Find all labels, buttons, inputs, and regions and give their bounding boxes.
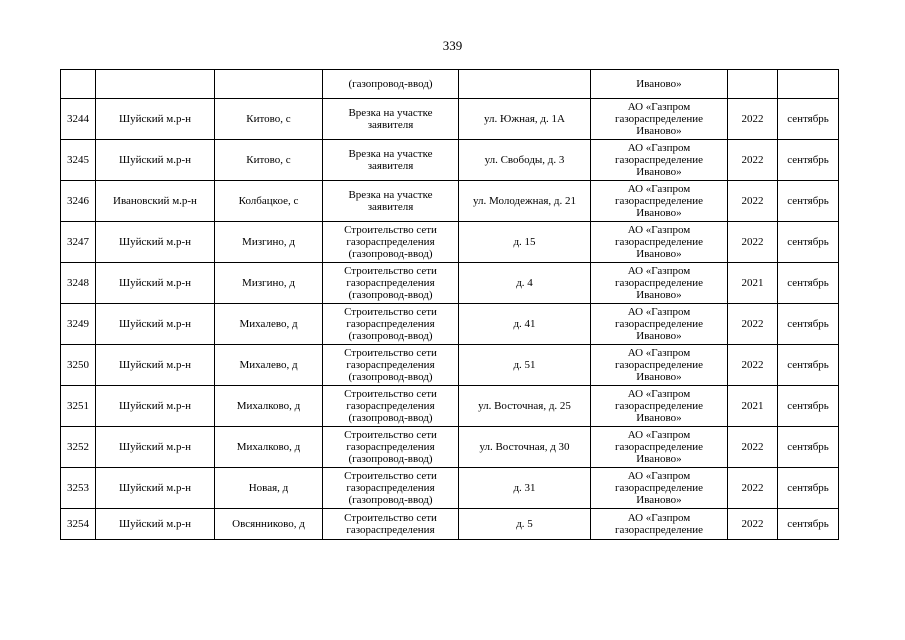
cell-address: ул. Свободы, д. 3 bbox=[459, 140, 591, 181]
cell-org: Иваново» bbox=[591, 70, 728, 99]
cell-work: Строительство сети газораспределения (газопровод-ввод) bbox=[323, 427, 459, 468]
cell-settlement: Колбацкое, с bbox=[215, 181, 323, 222]
table-row bbox=[61, 222, 839, 263]
cell-work: Врезка на участке заявителя bbox=[323, 140, 459, 181]
cell-district: Шуйский м.р-н bbox=[96, 140, 215, 181]
table-row bbox=[61, 263, 839, 304]
cell-year: 2022 bbox=[728, 181, 778, 222]
cell-work: Врезка на участке заявителя bbox=[323, 181, 459, 222]
cell-settlement: Овсянниково, д bbox=[215, 509, 323, 540]
cell-year: 2022 bbox=[728, 509, 778, 540]
cell-address: д. 51 bbox=[459, 345, 591, 386]
table-row-continued bbox=[61, 70, 839, 99]
cell-year: 2022 bbox=[728, 99, 778, 140]
cell-district: Шуйский м.р-н bbox=[96, 222, 215, 263]
cell-month: сентябрь bbox=[778, 345, 839, 386]
cell-work: Строительство сети газораспределения bbox=[323, 509, 459, 540]
table-body bbox=[61, 70, 839, 540]
cell-settlement: Михалково, д bbox=[215, 386, 323, 427]
cell-settlement: Мизгино, д bbox=[215, 263, 323, 304]
cell-work: Строительство сети газораспределения (газопровод-ввод) bbox=[323, 468, 459, 509]
cell-month: сентябрь bbox=[778, 222, 839, 263]
cell-month: сентябрь bbox=[778, 468, 839, 509]
table-row bbox=[61, 345, 839, 386]
table-row bbox=[61, 509, 839, 540]
cell-address: ул. Молодежная, д. 21 bbox=[459, 181, 591, 222]
cell-work: Строительство сети газораспределения (газопровод-ввод) bbox=[323, 386, 459, 427]
cell-month bbox=[778, 70, 839, 99]
cell-settlement: Новая, д bbox=[215, 468, 323, 509]
cell-month: сентябрь bbox=[778, 263, 839, 304]
cell-num: 3245 bbox=[61, 140, 96, 181]
cell-address: д. 31 bbox=[459, 468, 591, 509]
cell-district bbox=[96, 70, 215, 99]
cell-num: 3253 bbox=[61, 468, 96, 509]
cell-settlement: Михалково, д bbox=[215, 427, 323, 468]
cell-district: Ивановский м.р-н bbox=[96, 181, 215, 222]
cell-num: 3249 bbox=[61, 304, 96, 345]
cell-year: 2022 bbox=[728, 304, 778, 345]
cell-year: 2022 bbox=[728, 345, 778, 386]
cell-month: сентябрь bbox=[778, 509, 839, 540]
table-row bbox=[61, 427, 839, 468]
cell-settlement: Китово, с bbox=[215, 140, 323, 181]
cell-org: АО «Газпром газораспределение Иваново» bbox=[591, 181, 728, 222]
cell-year: 2022 bbox=[728, 222, 778, 263]
cell-org: АО «Газпром газораспределение Иваново» bbox=[591, 304, 728, 345]
cell-month: сентябрь bbox=[778, 304, 839, 345]
table-row bbox=[61, 181, 839, 222]
gas-connection-table bbox=[60, 69, 839, 540]
cell-district: Шуйский м.р-н bbox=[96, 386, 215, 427]
cell-org: АО «Газпром газораспределение Иваново» bbox=[591, 99, 728, 140]
cell-address: ул. Восточная, д. 25 bbox=[459, 386, 591, 427]
cell-year: 2022 bbox=[728, 427, 778, 468]
cell-num: 3252 bbox=[61, 427, 96, 468]
table-row bbox=[61, 304, 839, 345]
cell-org: АО «Газпром газораспределение Иваново» bbox=[591, 263, 728, 304]
cell-address: д. 41 bbox=[459, 304, 591, 345]
cell-num: 3254 bbox=[61, 509, 96, 540]
cell-address: д. 4 bbox=[459, 263, 591, 304]
cell-month: сентябрь bbox=[778, 140, 839, 181]
cell-org: АО «Газпром газораспределение bbox=[591, 509, 728, 540]
cell-year bbox=[728, 70, 778, 99]
cell-year: 2021 bbox=[728, 263, 778, 304]
cell-address: ул. Южная, д. 1А bbox=[459, 99, 591, 140]
cell-num: 3250 bbox=[61, 345, 96, 386]
cell-settlement: Мизгино, д bbox=[215, 222, 323, 263]
cell-month: сентябрь bbox=[778, 427, 839, 468]
cell-work: Строительство сети газораспределения (газопровод-ввод) bbox=[323, 263, 459, 304]
cell-address: ул. Восточная, д 30 bbox=[459, 427, 591, 468]
cell-num: 3244 bbox=[61, 99, 96, 140]
cell-work: (газопровод-ввод) bbox=[323, 70, 459, 99]
cell-org: АО «Газпром газораспределение Иваново» bbox=[591, 468, 728, 509]
cell-district: Шуйский м.р-н bbox=[96, 509, 215, 540]
cell-year: 2022 bbox=[728, 468, 778, 509]
cell-settlement bbox=[215, 70, 323, 99]
cell-month: сентябрь bbox=[778, 386, 839, 427]
cell-org: АО «Газпром газораспределение Иваново» bbox=[591, 345, 728, 386]
cell-district: Шуйский м.р-н bbox=[96, 263, 215, 304]
cell-num: 3247 bbox=[61, 222, 96, 263]
table-row bbox=[61, 468, 839, 509]
cell-work: Врезка на участке заявителя bbox=[323, 99, 459, 140]
cell-work: Строительство сети газораспределения (газопровод-ввод) bbox=[323, 304, 459, 345]
cell-num bbox=[61, 70, 96, 99]
cell-district: Шуйский м.р-н bbox=[96, 345, 215, 386]
cell-org: АО «Газпром газораспределение Иваново» bbox=[591, 140, 728, 181]
cell-year: 2021 bbox=[728, 386, 778, 427]
cell-work: Строительство сети газораспределения (газопровод-ввод) bbox=[323, 222, 459, 263]
cell-year: 2022 bbox=[728, 140, 778, 181]
cell-district: Шуйский м.р-н bbox=[96, 304, 215, 345]
cell-month: сентябрь bbox=[778, 99, 839, 140]
table-row bbox=[61, 99, 839, 140]
table-row bbox=[61, 386, 839, 427]
cell-address: д. 15 bbox=[459, 222, 591, 263]
cell-district: Шуйский м.р-н bbox=[96, 427, 215, 468]
page-number: 339 bbox=[442, 38, 463, 53]
cell-district: Шуйский м.р-н bbox=[96, 468, 215, 509]
cell-num: 3246 bbox=[61, 181, 96, 222]
cell-address: д. 5 bbox=[459, 509, 591, 540]
cell-org: АО «Газпром газораспределение Иваново» bbox=[591, 222, 728, 263]
cell-settlement: Михалево, д bbox=[215, 345, 323, 386]
cell-settlement: Михалево, д bbox=[215, 304, 323, 345]
cell-org: АО «Газпром газораспределение Иваново» bbox=[591, 386, 728, 427]
cell-num: 3248 bbox=[61, 263, 96, 304]
cell-district: Шуйский м.р-н bbox=[96, 99, 215, 140]
cell-work: Строительство сети газораспределения (газопровод-ввод) bbox=[323, 345, 459, 386]
cell-month: сентябрь bbox=[778, 181, 839, 222]
cell-org: АО «Газпром газораспределение Иваново» bbox=[591, 427, 728, 468]
table-row bbox=[61, 140, 839, 181]
cell-num: 3251 bbox=[61, 386, 96, 427]
cell-address bbox=[459, 70, 591, 99]
cell-settlement: Китово, с bbox=[215, 99, 323, 140]
